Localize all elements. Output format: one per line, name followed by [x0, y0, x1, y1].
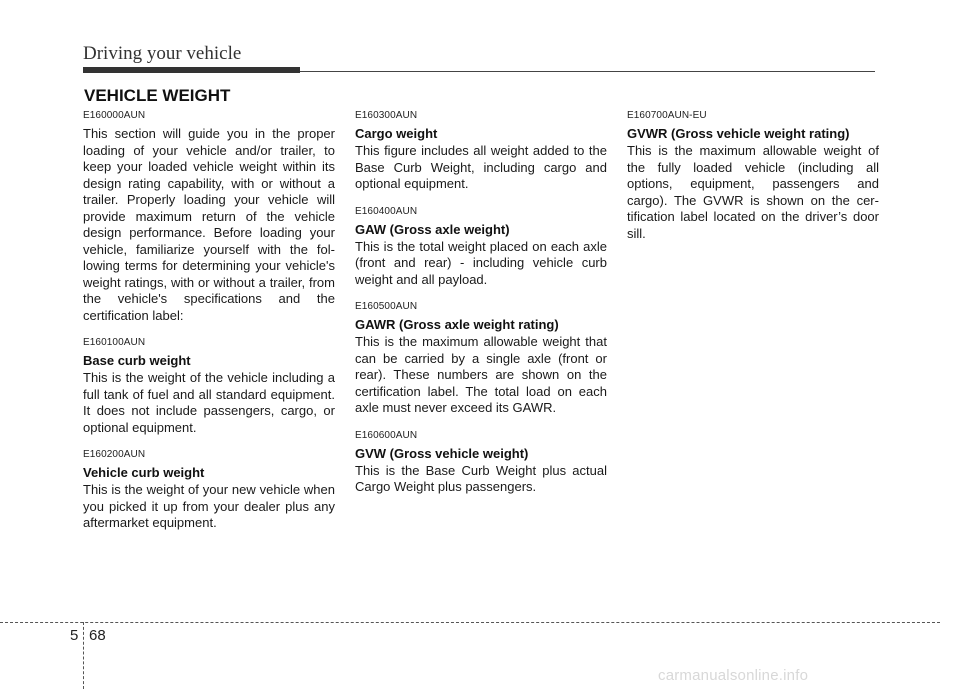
column-3 — [627, 110, 879, 255]
text-block — [355, 430, 607, 496]
section-number: 5 — [70, 627, 79, 644]
reference-code: E160700AUN-EU — [627, 110, 707, 121]
paragraph: This is the weight of the vehicle including a full tank of fuel and all standard equipment. It does not include passengers, cargo, or optional equipment. — [83, 370, 335, 435]
paragraph: This is the maximum allowable weight that can be carried by a single axle (front or rear). These numbers are shown on the certification label. The total load on each axle must never exceed its GAWR. — [355, 334, 607, 415]
paragraph: This is the maximum allowable weight of the fully loaded vehicle (including all options, equipment, passengers and cargo). The GVWR is shown on the certification label located on the driver’s door sill. — [627, 143, 879, 241]
paragraph: This figure includes all weight added to the Base Curb Weight, including cargo and optional equipment. — [355, 143, 607, 191]
term-heading: GVW (Gross vehicle weight) — [355, 445, 529, 461]
footer-dashed-rule — [0, 622, 940, 623]
reference-code: E160200AUN — [83, 449, 146, 460]
term-heading: GAWR (Gross axle weight rating) — [355, 317, 559, 332]
section-title: VEHICLE WEIGHT — [84, 86, 231, 105]
reference-code: E160400AUN — [355, 205, 418, 217]
reference-code: E160000AUN — [83, 110, 146, 121]
header-rule — [300, 71, 875, 72]
page-number: 68 — [89, 627, 106, 644]
text-block — [355, 301, 607, 417]
paragraph: This is the total weight placed on each axle (front and rear) - including vehicle curb weight and all payload. — [355, 238, 607, 287]
column-1 — [83, 110, 335, 545]
watermark: carmanualsonline.info — [658, 667, 809, 684]
text-block — [355, 206, 607, 289]
term-heading: Cargo weight — [355, 126, 438, 141]
paragraph: This section will guide you in the proper loading of your vehicle and/or trailer, to keep your loaded vehicle weight within its design rating capability, with or without a trailer. Properly loading your vehicle will provide maximum return of the vehicle design performance. Before loading your vehicle, familiarize yourself with the following terms for determining your vehicle's weight ratings, with or without a trailer, from the vehicle's specifications and the certification label: — [83, 126, 335, 323]
text-block — [83, 449, 335, 532]
term-heading: Vehicle curb weight — [83, 465, 205, 480]
reference-code: E160600AUN — [355, 429, 418, 441]
reference-code: E160100AUN — [83, 337, 146, 348]
term-heading: GAW (Gross axle weight) — [355, 221, 510, 237]
reference-code: E160500AUN — [355, 301, 418, 312]
text-block — [355, 110, 607, 193]
text-block — [83, 337, 335, 436]
text-block — [83, 110, 335, 324]
header-bar — [83, 67, 300, 73]
chapter-title: Driving your vehicle — [83, 43, 242, 64]
term-heading: GVWR (Gross vehicle weight rating) — [627, 126, 850, 141]
column-2 — [355, 110, 607, 509]
text-block — [627, 110, 879, 242]
paragraph: This is the weight of your new vehicle when you picked it up from your dealer plus any aftermarket equipment. — [83, 482, 335, 530]
term-heading: Base curb weight — [83, 353, 191, 368]
paragraph: This is the Base Curb Weight plus actual Cargo Weight plus passengers. — [355, 462, 607, 494]
reference-code: E160300AUN — [355, 110, 418, 121]
footer-dashed-divider — [83, 622, 84, 689]
